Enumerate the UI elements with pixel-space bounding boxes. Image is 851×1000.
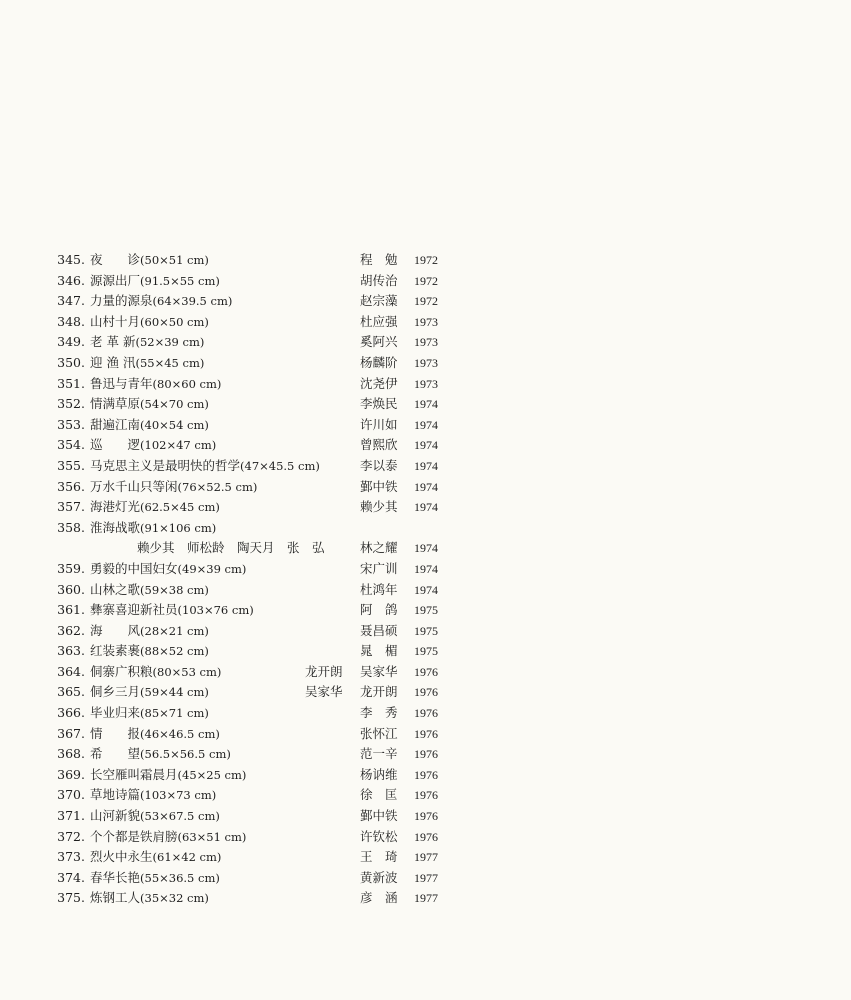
- entry-size: (54×70 cm): [140, 397, 209, 412]
- entry-size: (46×46.5 cm): [140, 726, 220, 741]
- entry-title: 侗寨广积粮: [90, 663, 153, 679]
- entry-title: 侗乡三月: [90, 684, 141, 700]
- entry-artist: 王 琦: [360, 849, 398, 865]
- list-item: [0, 497, 851, 518]
- entry-artist: 鄞中铁: [360, 808, 398, 824]
- entry-artist: 鄞中铁: [360, 478, 398, 494]
- entry-title-group: [90, 580, 209, 601]
- entry-number: 361.: [57, 602, 85, 618]
- entry-title: 彝寨喜迎新社员: [90, 602, 178, 618]
- entry-number: 362.: [57, 622, 85, 638]
- entry-artist: 阿 鸽: [360, 602, 398, 618]
- entry-artist: 李 秀: [360, 705, 398, 721]
- entry-year: 1975: [414, 623, 438, 638]
- entry-title-group: [90, 785, 216, 806]
- entry-title-group: [90, 559, 246, 580]
- entry-year: 1974: [414, 479, 438, 494]
- entry-title-group: [90, 374, 221, 395]
- list-item: [0, 435, 851, 456]
- entry-size: (59×44 cm): [140, 685, 209, 700]
- entry-size: (103×73 cm): [140, 788, 217, 803]
- entry-size: (59×38 cm): [140, 582, 209, 597]
- list-item: [0, 703, 851, 724]
- entry-title: 海 风: [90, 622, 141, 638]
- entry-size: (80×53 cm): [152, 664, 222, 679]
- entry-title-group: [90, 744, 231, 765]
- list-item: [0, 559, 851, 580]
- entry-title: 情满草原: [90, 396, 141, 412]
- list-item: [0, 415, 851, 436]
- entry-year: 1972: [414, 253, 438, 267]
- entry-year: 1974: [414, 458, 438, 473]
- entry-number: 358.: [57, 519, 85, 535]
- list-item: [0, 785, 851, 806]
- entry-title-group: [90, 827, 246, 848]
- entry-title-group: [90, 703, 209, 724]
- entry-artist: 杨麟阶: [360, 354, 398, 370]
- list-item: [0, 662, 851, 683]
- entry-number: 369.: [57, 766, 85, 782]
- entry-title: 力量的源泉: [90, 293, 153, 309]
- entry-title: 老 革 新: [90, 334, 136, 350]
- entry-artist: 李以泰: [360, 457, 398, 473]
- entry-number: 375.: [57, 890, 85, 906]
- entry-title: 巡 逻: [90, 437, 141, 453]
- entry-artist: 徐 匡: [360, 787, 398, 803]
- entry-artist: 杜应强: [360, 313, 398, 329]
- entry-artist: 李焕民: [360, 396, 398, 412]
- entry-title-group: [90, 724, 220, 745]
- entry-size: (76×52.5 cm): [177, 479, 258, 494]
- entry-year: 1972: [414, 294, 438, 309]
- entry-size: (45×25 cm): [177, 767, 247, 782]
- entry-size: (103×76 cm): [177, 603, 254, 618]
- entry-year: 1976: [414, 809, 438, 824]
- list-item: [0, 847, 851, 868]
- entry-year: 1974: [414, 582, 438, 597]
- entry-title-group: [90, 868, 220, 889]
- entry-title-group: [90, 518, 216, 539]
- entry-artist: 杨讷维: [360, 766, 398, 782]
- entry-number: 347.: [57, 293, 85, 309]
- entry-artist: 许钦松: [360, 828, 398, 844]
- entry-year: 1976: [414, 767, 438, 782]
- entry-title-group: [90, 250, 209, 271]
- list-item: [0, 538, 851, 559]
- entry-artist: 程 勉: [360, 252, 398, 267]
- list-item: [0, 600, 851, 621]
- entry-year: 1977: [414, 850, 438, 865]
- entry-size: (56.5×56.5 cm): [140, 747, 231, 762]
- list-item: [0, 765, 851, 786]
- entry-number: 354.: [57, 437, 85, 453]
- entry-title: 长空雁叫霜晨月: [90, 766, 178, 782]
- entry-year: 1975: [414, 603, 438, 618]
- entry-title: 炼钢工人: [90, 890, 141, 906]
- entry-title-group: [90, 312, 209, 333]
- entry-title-group: [90, 765, 246, 786]
- entry-title: 淮海战歌: [90, 519, 141, 535]
- entry-year: 1973: [414, 376, 438, 391]
- entry-artist: 晁 楣: [360, 643, 398, 659]
- entry-size: (80×60 cm): [152, 376, 222, 391]
- entry-size: (62.5×45 cm): [140, 500, 220, 515]
- entry-size: (60×50 cm): [140, 314, 209, 329]
- entry-number: 374.: [57, 869, 85, 885]
- list-item: [0, 394, 851, 415]
- entry-artist: 奚阿兴: [360, 334, 398, 350]
- entry-title-group: [90, 394, 209, 415]
- entry-artist: 林之耀: [360, 540, 398, 556]
- co-artist: 吴家华: [305, 684, 343, 700]
- entry-title: 希 望: [90, 746, 141, 762]
- entry-title: 山村十月: [90, 313, 141, 329]
- entry-number: 371.: [57, 808, 85, 824]
- entry-artist: 彦 涵: [360, 890, 398, 906]
- list-item: [0, 806, 851, 827]
- list-item: [0, 250, 851, 271]
- entry-year: 1974: [414, 541, 438, 556]
- co-artist: 龙开朗: [305, 663, 343, 679]
- entry-title-group: [90, 415, 209, 436]
- list-item: [0, 271, 851, 292]
- entry-number: 351.: [57, 375, 85, 391]
- entry-title-group: [90, 497, 220, 518]
- entry-number: 370.: [57, 787, 85, 803]
- entry-size: (55×36.5 cm): [140, 870, 220, 885]
- entry-year: 1974: [414, 417, 438, 432]
- list-item: [0, 868, 851, 889]
- list-item: [0, 744, 851, 765]
- entry-number: 360.: [57, 581, 85, 597]
- entry-title: 春华长艳: [90, 869, 141, 885]
- entry-number: 373.: [57, 849, 85, 865]
- entry-size: (91×106 cm): [140, 520, 217, 535]
- entry-size: (35×32 cm): [140, 891, 209, 906]
- entry-title-group: [90, 682, 209, 703]
- entry-size: (52×39 cm): [135, 335, 205, 350]
- artwork-list: [0, 250, 851, 909]
- entry-title: 山河新貌: [90, 808, 141, 824]
- entry-size: (63×51 cm): [177, 829, 247, 844]
- entry-title-group: [90, 271, 220, 292]
- entry-title-group: [90, 621, 209, 642]
- entry-artist: 聂昌硕: [360, 622, 398, 638]
- entry-size: (47×45.5 cm): [240, 458, 320, 473]
- entry-title: 草地诗篇: [90, 787, 141, 803]
- list-item: [0, 641, 851, 662]
- entry-year: 1976: [414, 829, 438, 844]
- list-item: [0, 682, 851, 703]
- entry-size: (64×39.5 cm): [152, 294, 233, 309]
- entry-artist: 黄新波: [360, 869, 398, 885]
- list-item: [0, 332, 851, 353]
- entry-artist: 赖少其: [360, 499, 398, 515]
- entry-year: 1974: [414, 500, 438, 515]
- entry-size: (88×52 cm): [140, 644, 209, 659]
- entry-artist: 沈尧伊: [360, 375, 398, 391]
- entry-year: 1973: [414, 355, 438, 370]
- entry-size: (85×71 cm): [140, 706, 209, 721]
- entry-number: 367.: [57, 725, 85, 741]
- entry-title: 马克思主义是最明快的哲学: [90, 457, 241, 473]
- entry-size: (53×67.5 cm): [140, 809, 220, 824]
- entry-title-group: [90, 456, 320, 477]
- entry-year: 1976: [414, 664, 438, 679]
- entry-number: 345.: [57, 252, 85, 267]
- entry-title: 甜遍江南: [90, 416, 141, 432]
- entry-number: 372.: [57, 828, 85, 844]
- list-item: [0, 518, 851, 539]
- entry-number: 348.: [57, 313, 85, 329]
- entry-size: (102×47 cm): [140, 438, 217, 453]
- entry-title: 山林之歌: [90, 581, 141, 597]
- list-item: [0, 353, 851, 374]
- collaborators: 赖少其 师松龄 陶天月 张 弘: [137, 540, 325, 556]
- list-item: [0, 724, 851, 745]
- entry-size: (49×39 cm): [177, 561, 247, 576]
- entry-year: 1973: [414, 314, 438, 329]
- entry-title: 万水千山只等闲: [90, 478, 178, 494]
- list-item: [0, 291, 851, 312]
- entry-title: 源源出厂: [90, 272, 141, 288]
- entry-number: 349.: [57, 334, 85, 350]
- entry-year: 1976: [414, 726, 438, 741]
- list-item: [0, 621, 851, 642]
- entry-artist: 张怀江: [360, 725, 398, 741]
- entry-number: 364.: [57, 663, 85, 679]
- entry-title: 烈火中永生: [90, 849, 153, 865]
- entry-year: 1973: [414, 335, 438, 350]
- entry-year: 1977: [414, 891, 438, 906]
- entry-title-group: [90, 641, 209, 662]
- entry-title: 毕业归来: [90, 705, 141, 721]
- entry-artist: 杜鸿年: [360, 581, 398, 597]
- entry-title-group: [90, 291, 232, 312]
- entry-number: 355.: [57, 457, 85, 473]
- entry-title-group: [90, 888, 209, 909]
- entry-artist: 范一辛: [360, 746, 398, 762]
- entry-number: 365.: [57, 684, 85, 700]
- entry-year: 1976: [414, 747, 438, 762]
- entry-number: 359.: [57, 560, 85, 576]
- entry-number: 368.: [57, 746, 85, 762]
- entry-title: 夜 诊: [90, 252, 141, 267]
- entry-title-group: [90, 806, 220, 827]
- entry-title-group: [90, 662, 221, 683]
- entry-number: 346.: [57, 272, 85, 288]
- entry-title: 情 报: [90, 725, 141, 741]
- entry-title: 勇毅的中国妇女: [90, 560, 178, 576]
- entry-year: 1977: [414, 870, 438, 885]
- entry-title: 个个都是铁肩膀: [90, 828, 178, 844]
- entry-title-group: [90, 332, 204, 353]
- list-item: [0, 477, 851, 498]
- entry-size: (40×54 cm): [140, 417, 209, 432]
- list-item: [0, 374, 851, 395]
- entry-year: 1974: [414, 561, 438, 576]
- entry-artist: 龙开朗: [360, 684, 398, 700]
- entry-size: (50×51 cm): [140, 253, 209, 267]
- entry-title-group: [90, 600, 254, 621]
- entry-artist: 吴家华: [360, 663, 398, 679]
- entry-artist: 宋广训: [360, 560, 398, 576]
- entry-artist: 曾熙欣: [360, 437, 398, 453]
- entry-title-group: [90, 477, 257, 498]
- entry-year: 1972: [414, 273, 438, 288]
- entry-number: 353.: [57, 416, 85, 432]
- entry-artist: 胡传治: [360, 272, 398, 288]
- entry-year: 1976: [414, 706, 438, 721]
- entry-title-group: [90, 435, 216, 456]
- list-item: [0, 827, 851, 848]
- entry-size: (55×45 cm): [135, 355, 205, 370]
- entry-title-group: [90, 847, 221, 868]
- entry-number: 350.: [57, 354, 85, 370]
- list-item: [0, 456, 851, 477]
- list-item: [0, 580, 851, 601]
- entry-number: 356.: [57, 478, 85, 494]
- entry-title: 海港灯光: [90, 499, 141, 515]
- entry-artist: 赵宗藻: [360, 293, 398, 309]
- entry-artist: 许川如: [360, 416, 398, 432]
- entry-title-group: [90, 353, 204, 374]
- entry-size: (91.5×55 cm): [140, 273, 220, 288]
- entry-number: 363.: [57, 643, 85, 659]
- entry-number: 357.: [57, 499, 85, 515]
- entry-year: 1974: [414, 397, 438, 412]
- list-item: [0, 312, 851, 333]
- entry-year: 1975: [414, 644, 438, 659]
- entry-title: 迎 渔 汛: [90, 354, 136, 370]
- list-item: [0, 888, 851, 909]
- entry-number: 352.: [57, 396, 85, 412]
- entry-year: 1976: [414, 788, 438, 803]
- entry-year: 1974: [414, 438, 438, 453]
- entry-size: (28×21 cm): [140, 623, 209, 638]
- entry-size: (61×42 cm): [152, 850, 222, 865]
- entry-number: 366.: [57, 705, 85, 721]
- entry-year: 1976: [414, 685, 438, 700]
- entry-title: 鲁迅与青年: [90, 375, 153, 391]
- entry-title: 红装素裹: [90, 643, 141, 659]
